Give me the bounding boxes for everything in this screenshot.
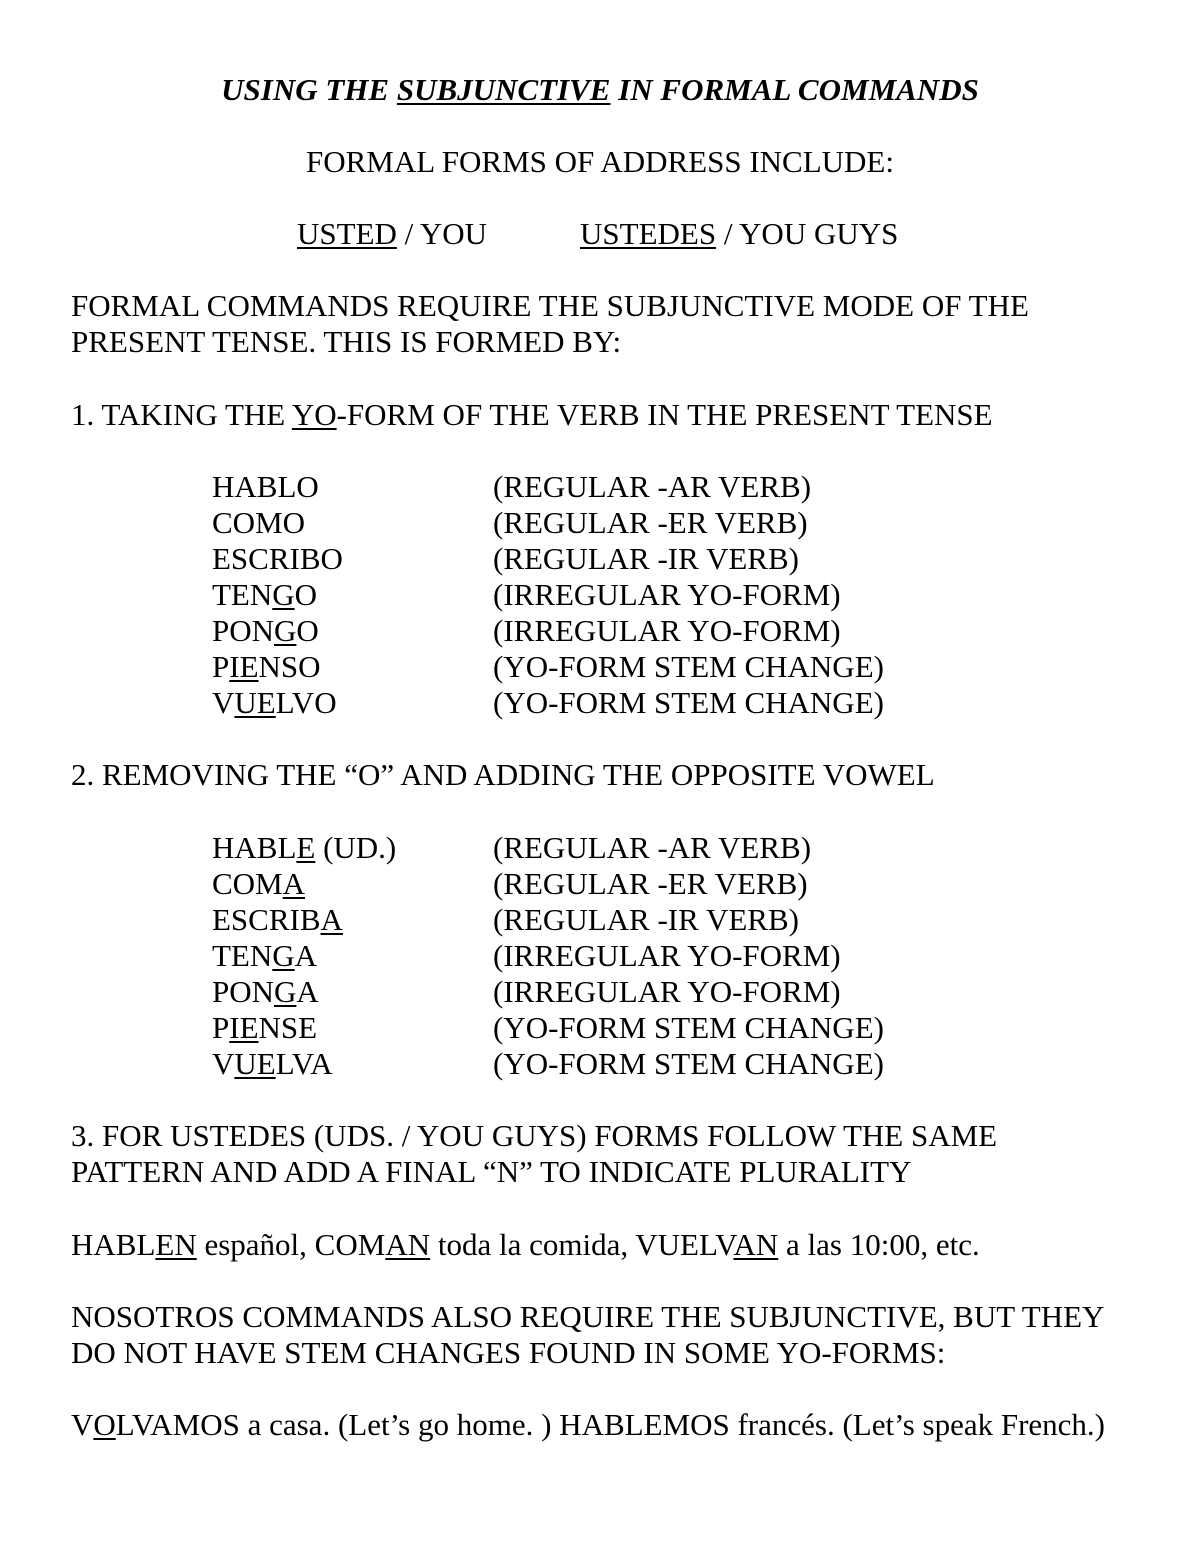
title-underlined-word: SUBJUNCTIVE: [396, 72, 611, 107]
table1-verb: ESCRIBO: [212, 541, 343, 576]
table1-verb: PONGO: [212, 613, 319, 648]
table2-verb: PIENSE: [212, 1010, 318, 1045]
table1-verb: HABLO: [212, 469, 319, 504]
table1-verb: VUELVO: [212, 685, 337, 720]
table2-note: (REGULAR -AR VERB): [493, 830, 812, 865]
table1-note: (YO-FORM STEM CHANGE): [493, 685, 884, 720]
ustedes-meaning: / YOU GUYS: [716, 216, 899, 251]
usted-term: USTED: [297, 216, 397, 251]
step-2: 2. REMOVING THE “O” AND ADDING THE OPPOSITE VOWEL: [71, 757, 935, 792]
table2-note: (REGULAR -ER VERB): [493, 866, 808, 901]
table2-verb: VUELVA: [212, 1046, 333, 1081]
table1-verb: PIENSO: [212, 649, 321, 684]
address-usted: [297, 216, 487, 252]
table1-verb: TENGO: [212, 577, 318, 612]
intro-line-1: FORMAL COMMANDS REQUIRE THE SUBJUNCTIVE MODE OF THE: [71, 288, 1029, 323]
title-prefix: USING THE: [221, 72, 397, 107]
table2-verb: COMA: [212, 866, 306, 901]
table1-note: (YO-FORM STEM CHANGE): [493, 649, 884, 684]
table2-verb: HABLE (UD.): [212, 830, 397, 865]
usted-meaning: / YOU: [396, 216, 488, 251]
step-1-suffix: -FORM OF THE VERB IN THE PRESENT TENSE: [336, 397, 993, 432]
step-1-prefix: 1. TAKING THE: [71, 397, 292, 432]
nosotros-line-1: NOSOTROS COMMANDS ALSO REQUIRE THE SUBJUNCTIVE, BUT THEY: [71, 1299, 1105, 1334]
table2-note: (IRREGULAR YO-FORM): [493, 938, 841, 973]
table2-verb: TENGA: [212, 938, 318, 973]
title-suffix: IN FORMAL COMMANDS: [610, 72, 979, 107]
table1-verb: COMO: [212, 505, 306, 540]
table1-note: (IRREGULAR YO-FORM): [493, 613, 841, 648]
step-1-underlined: YO: [291, 397, 337, 432]
nosotros-line-2: DO NOT HAVE STEM CHANGES FOUND IN SOME YO-FORMS:: [71, 1335, 946, 1370]
table1-note: (REGULAR -AR VERB): [493, 469, 812, 504]
table1-note: (REGULAR -IR VERB): [493, 541, 799, 576]
table2-note: (REGULAR -IR VERB): [493, 902, 799, 937]
table1-note: (REGULAR -ER VERB): [493, 505, 808, 540]
ustedes-term: USTEDES: [580, 216, 717, 251]
table1-note: (IRREGULAR YO-FORM): [493, 577, 841, 612]
table2-verb: ESCRIBA: [212, 902, 343, 937]
nosotros-example: VOLVAMOS a casa. (Let’s go home. ) HABLEMOS francés. (Let’s speak French.): [71, 1407, 1105, 1442]
plural-example: HABLEN español, COMAN toda la comida, VUELVAN a las 10:00, etc.: [71, 1227, 980, 1262]
address-heading: FORMAL FORMS OF ADDRESS INCLUDE:: [306, 144, 894, 179]
table2-verb: PONGA: [212, 974, 319, 1009]
address-ustedes: [580, 216, 898, 252]
step-3-line-1: 3. FOR USTEDES (UDS. / YOU GUYS) FORMS FOLLOW THE SAME: [71, 1118, 998, 1153]
table2-note: (IRREGULAR YO-FORM): [493, 974, 841, 1009]
step-3-line-2: PATTERN AND ADD A FINAL “N” TO INDICATE PLURALITY: [71, 1154, 912, 1189]
document-title: [0, 72, 1200, 108]
table2-note: (YO-FORM STEM CHANGE): [493, 1046, 884, 1081]
table2-note: (YO-FORM STEM CHANGE): [493, 1010, 884, 1045]
intro-line-2: PRESENT TENSE. THIS IS FORMED BY:: [71, 324, 622, 359]
step-1: [71, 397, 993, 433]
